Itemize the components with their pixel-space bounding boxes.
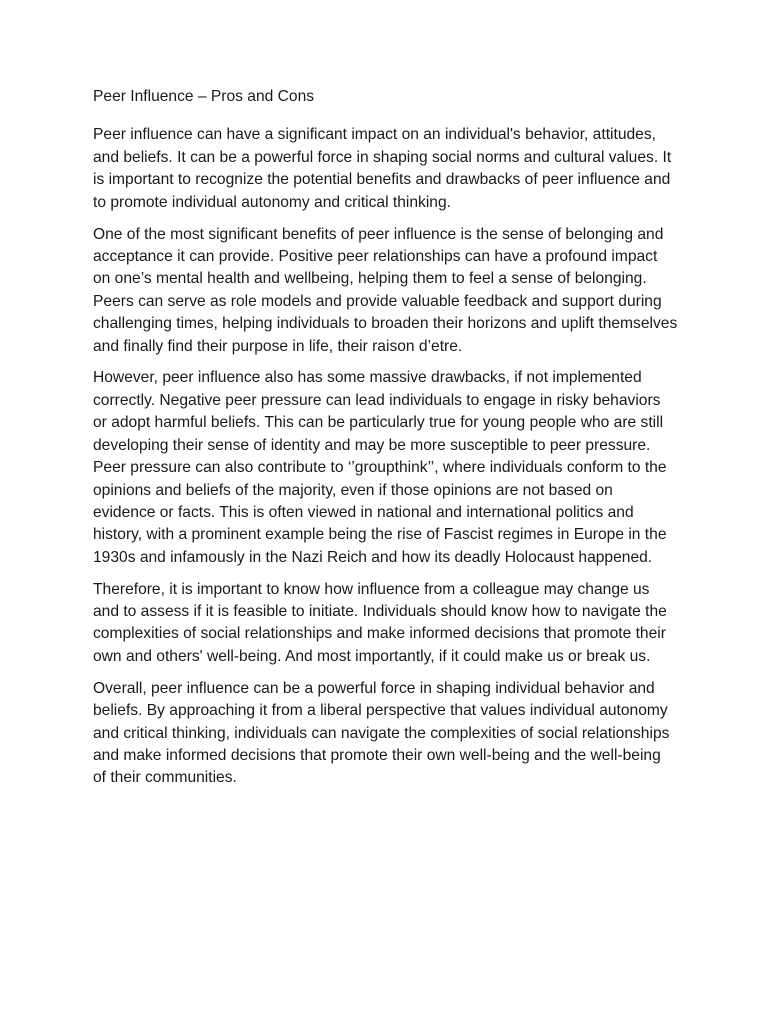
- paragraph-conclusion: Overall, peer influence can be a powerful force in shaping individual behavior and beliefs. By approaching it from a liberal perspective that values individual autonomy and critical thinking, individuals can navigate the complexities of social relationships and make informed decisions that promote their own well-being and the well-being of their communities.: [93, 679, 670, 787]
- paragraph-therefore: Therefore, it is important to know how influence from a colleague may change us and to assess if it is feasible to initiate. Individuals should know how to navigate the complexities of social relationships and make informed decisions that promote their own and others' well-being. And most importantly, if it could make us or break us.: [93, 580, 667, 665]
- paragraph-benefits: One of the most significant benefits of peer influence is the sense of belonging and acceptance it can provide. Positive peer relationships can have a profound impact on one’s mental health and wellbeing, helping them to feel a sense of belonging. Peers can serve as role models and provide valuable feedback and support during challenging times, helping individuals to broaden their horizons and uplift themselves and finally find their purpose in life, their raison d’etre.: [93, 225, 678, 355]
- paragraph-intro: Peer influence can have a significant impact on an individual's behavior, attitudes, and beliefs. It can be a powerful force in shaping social norms and cultural values. It is important to recognize the potential benefits and drawbacks of peer influence and to promote individual autonomy and critical thinking.: [93, 126, 672, 211]
- paragraph-drawbacks: However, peer influence also has some massive drawbacks, if not implemented correctly. Negative peer pressure can lead individuals to engage in risky behaviors or adopt harmful beliefs. This can be particularly true for young people who are still developing their sense of identity and may be more susceptible to peer pressure. Peer pressure can also contribute to ‘’groupthink’’, where individuals conform to the opinions and beliefs of the majority, even if those opinions are not based on evidence or facts. This is often viewed in national and international politics and history, with a prominent example being the rise of Fascist regimes in Europe in the 1930s and infamously in the Nazi Reich and how its deadly Holocaust happened.: [93, 369, 667, 566]
- document-title: Peer Influence – Pros and Cons: [93, 88, 315, 105]
- document-body: [93, 86, 678, 799]
